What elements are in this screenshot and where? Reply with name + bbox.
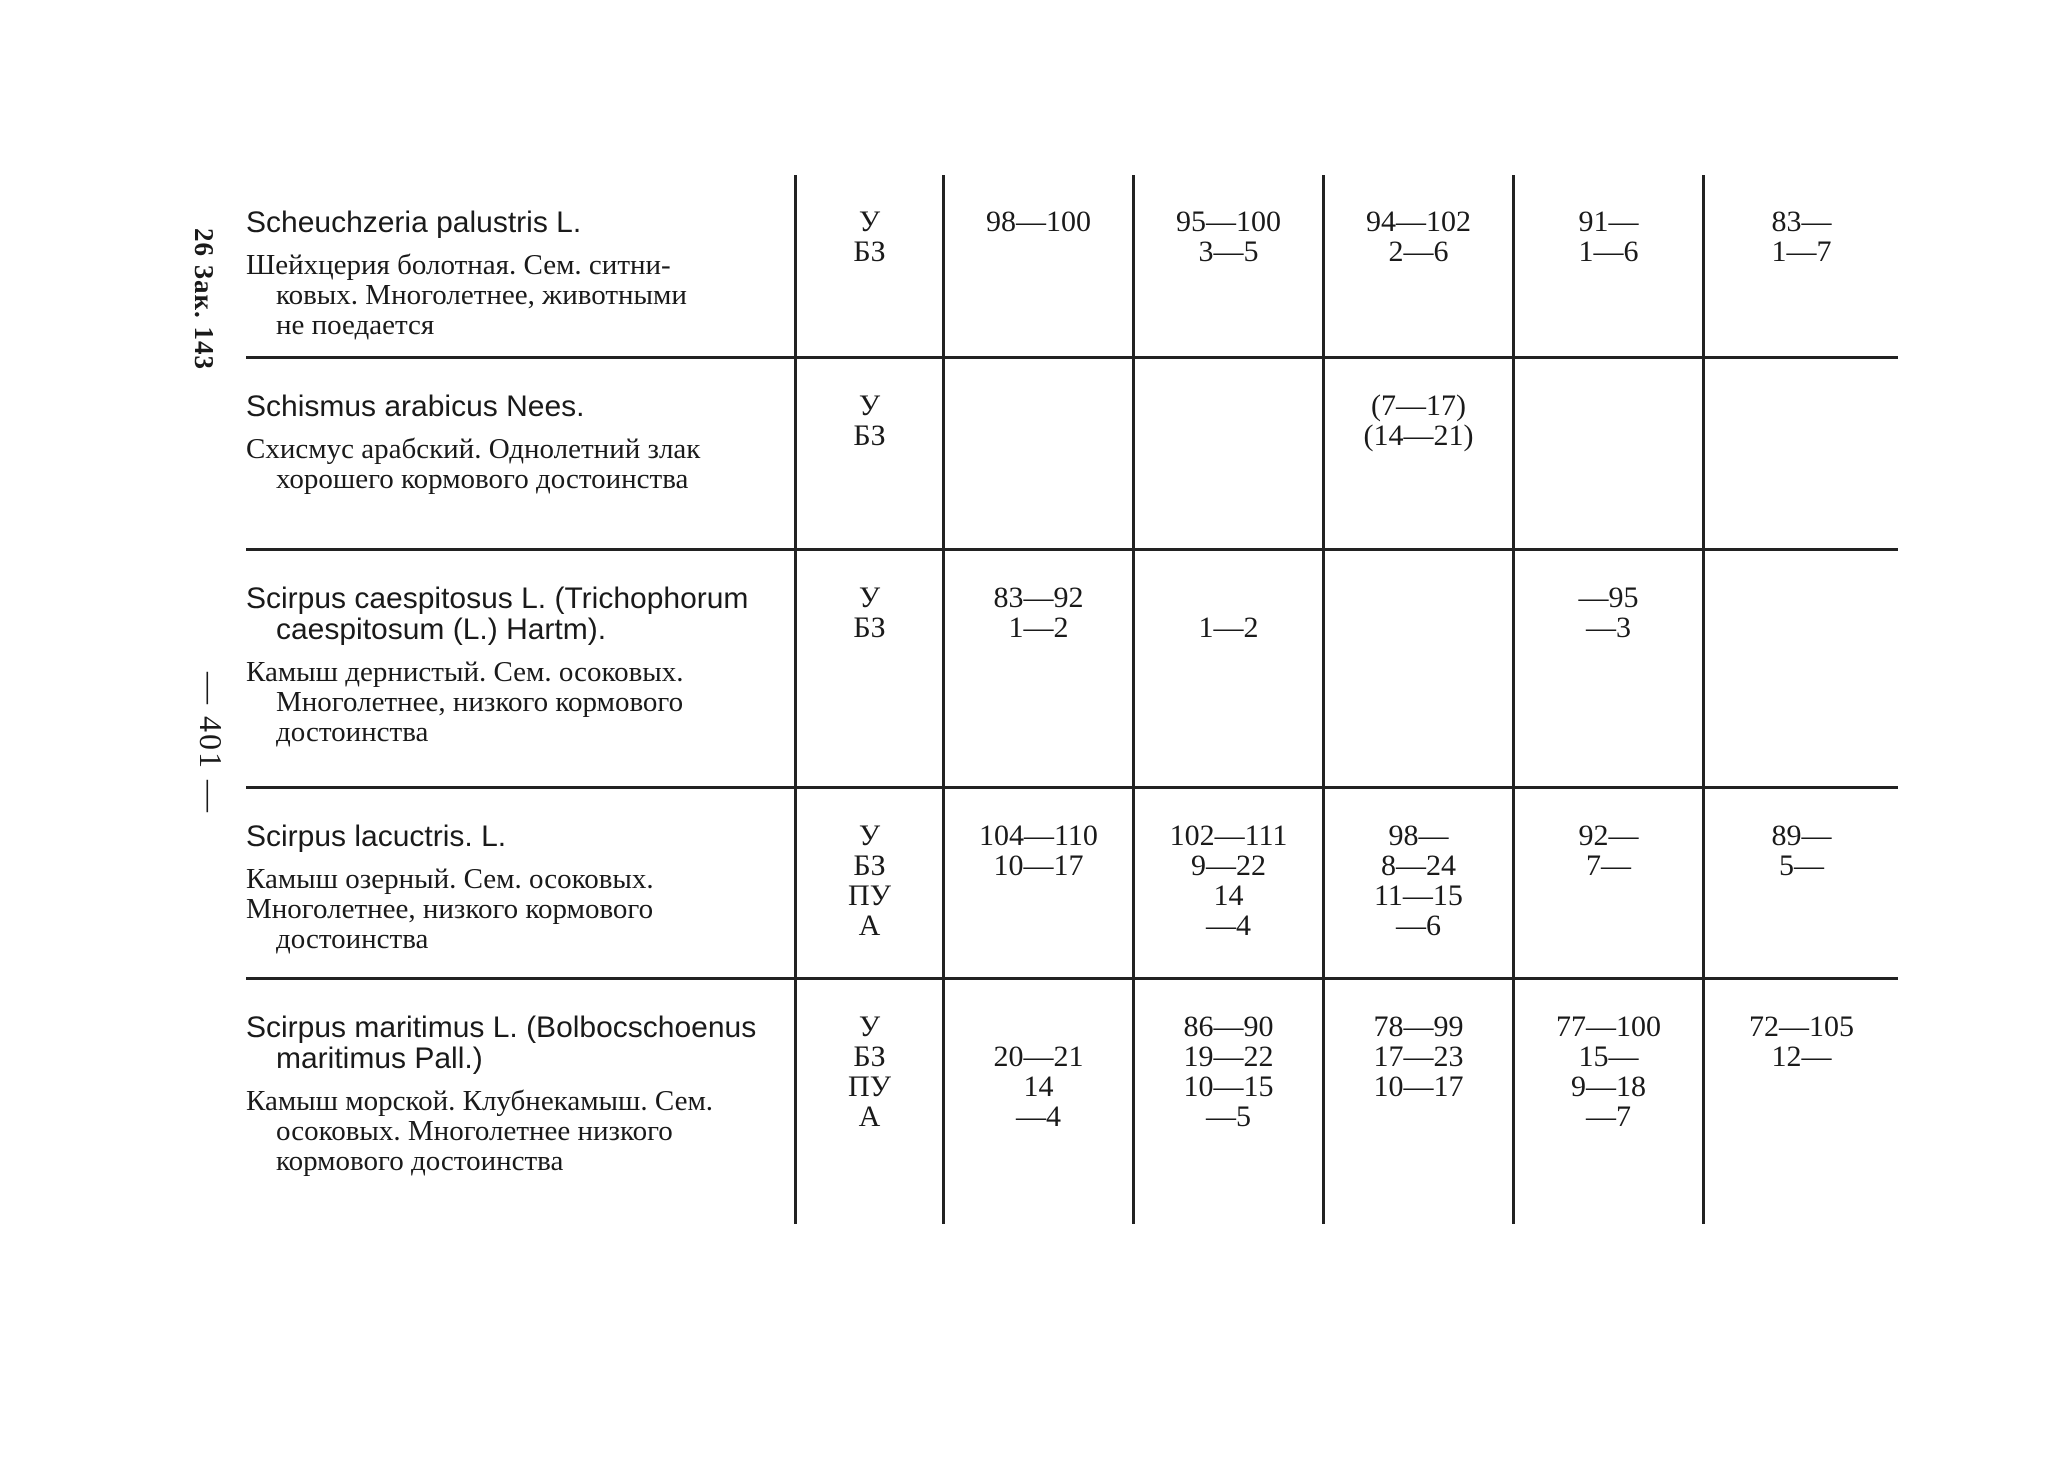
value-cell: 94—102 2—6 (1322, 175, 1512, 356)
species-description (246, 359, 794, 548)
table-row (246, 980, 1898, 1224)
value-cell: 91— 1—6 (1512, 175, 1702, 356)
value-cell (1132, 359, 1322, 548)
species-description (246, 175, 794, 356)
russian-description: Камыш озерный. Сем. осоковых. Многолетнее, низкого кормового достоинства (246, 863, 654, 955)
latin-name: Scirpus caespitosus L. (Trichophorum caespitosum (L.) Hartm). (246, 582, 749, 646)
value-cell: 102—111 9—22 14 —4 (1132, 789, 1322, 977)
species-description (246, 789, 794, 977)
value-cell: 104—110 10—17 (942, 789, 1132, 977)
value-cell: 20—21 14 —4 (942, 980, 1132, 1224)
code-cell: У БЗ (794, 359, 942, 548)
russian-description: Камыш морской. Клубнекамыш. Сем. осоковых. Многолетнее низкого кормового достоинства (246, 1085, 714, 1177)
code-cell: У БЗ ПУ А (794, 980, 942, 1224)
species-description (246, 551, 794, 786)
value-cell: —95 —3 (1512, 551, 1702, 786)
value-cell: 72—105 12— (1702, 980, 1898, 1224)
margin-order-note: 26 Зак. 143 (189, 228, 219, 371)
value-cell: 83— 1—7 (1702, 175, 1898, 356)
latin-name: Scirpus maritimus L. (Bolbocschoenus maritimus Pall.) (246, 1011, 757, 1075)
table-row (246, 175, 1898, 359)
value-cell: 98—100 (942, 175, 1132, 356)
code-cell: У БЗ (794, 175, 942, 356)
latin-name: Schismus arabicus Nees. (246, 390, 585, 423)
value-cell: 95—100 3—5 (1132, 175, 1322, 356)
code-cell: У БЗ ПУ А (794, 789, 942, 977)
value-cell: 83—92 1—2 (942, 551, 1132, 786)
value-cell: 86—90 19—22 10—15 —5 (1132, 980, 1322, 1224)
russian-description: Шейхцерия болотная. Сем. ситни- ковых. Многолетнее, животными не поедается (246, 249, 687, 341)
value-cell (1702, 359, 1898, 548)
value-cell (942, 359, 1132, 548)
table-row (246, 789, 1898, 980)
species-table (246, 175, 1898, 1224)
value-cell (1322, 551, 1512, 786)
russian-description: Камыш дернистый. Сем. осоковых. Многолетнее, низкого кормового достоинства (246, 656, 684, 748)
value-cell (1702, 551, 1898, 786)
latin-name: Scheuchzeria palustris L. (246, 206, 582, 239)
value-cell: (7—17) (14—21) (1322, 359, 1512, 548)
table-row (246, 551, 1898, 789)
value-cell: 1—2 (1132, 551, 1322, 786)
value-cell: 92— 7— (1512, 789, 1702, 977)
russian-description: Схисмус арабский. Однолетний злак хорошего кормового достоинства (246, 433, 701, 495)
value-cell: 98— 8—24 11—15 —6 (1322, 789, 1512, 977)
value-cell: 77—100 15— 9—18 —7 (1512, 980, 1702, 1224)
species-description (246, 980, 794, 1224)
value-cell: 89— 5— (1702, 789, 1898, 977)
table-row (246, 359, 1898, 551)
page-number: — 401 — (193, 672, 229, 814)
latin-name: Scirpus lacuctris. L. (246, 820, 507, 853)
code-cell: У БЗ (794, 551, 942, 786)
value-cell (1512, 359, 1702, 548)
value-cell: 78—99 17—23 10—17 (1322, 980, 1512, 1224)
